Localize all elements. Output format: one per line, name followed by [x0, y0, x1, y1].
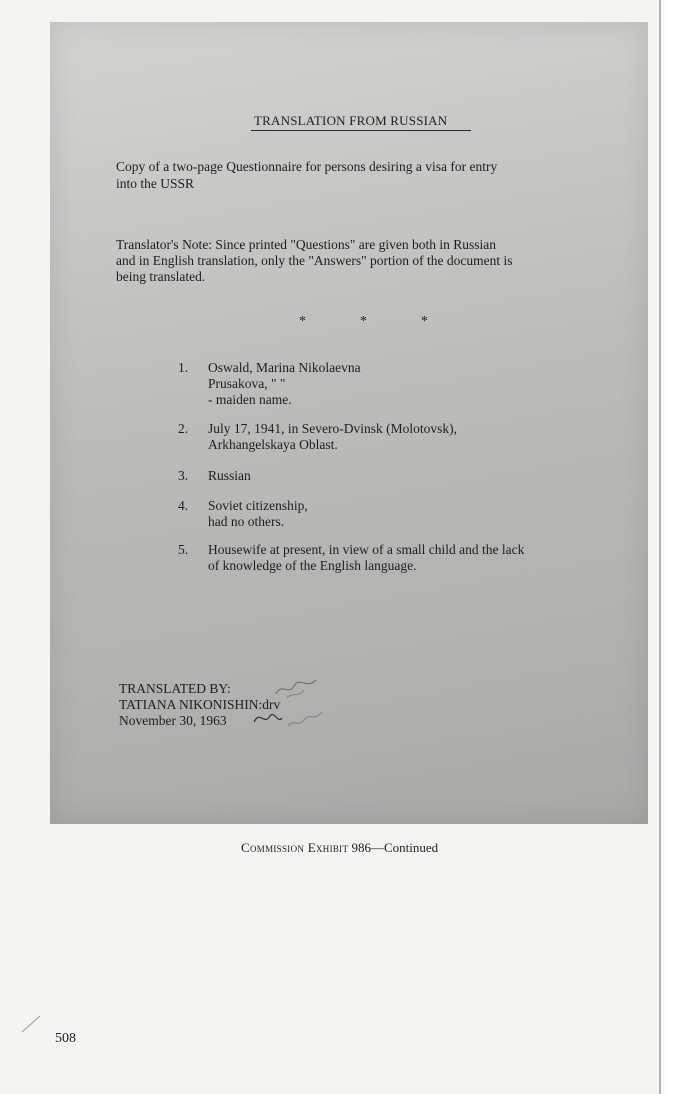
- translator-note-line-1: Translator's Note: Since printed "Questions" are given both in Russian: [116, 237, 497, 252]
- separator-star: *: [360, 314, 367, 329]
- answer-number: 4.: [178, 498, 189, 513]
- answer-line: July 17, 1941, in Severo-Dvinsk (Molotovsk),: [208, 421, 457, 436]
- page-edge: [657, 0, 691, 1094]
- margin-mark: [20, 1012, 44, 1034]
- translation-date: November 30, 1963: [119, 713, 227, 728]
- translator-note-line-3: being translated.: [116, 269, 206, 284]
- caption-continued: —Continued: [371, 840, 439, 855]
- answer-line: Arkhangelskaya Oblast.: [208, 437, 338, 452]
- answer-line: - maiden name.: [208, 392, 292, 407]
- answer-number: 2.: [178, 421, 189, 436]
- answer-line: Oswald, Marina Nikolaevna: [208, 360, 361, 375]
- binding-line: [659, 0, 661, 1094]
- answer-number: 5.: [178, 542, 189, 557]
- separator-star: *: [421, 314, 428, 329]
- copy-description-line-2: into the USSR: [116, 176, 195, 191]
- translator-note-line-2: and in English translation, only the "Answers" portion of the document is: [116, 253, 513, 268]
- exhibit-caption: [241, 840, 438, 856]
- document-title: TRANSLATION FROM RUSSIAN: [254, 113, 448, 128]
- translator-name: TATIANA NIKONISHIN:drv: [119, 697, 281, 712]
- answer-line: had no others.: [208, 514, 285, 529]
- caption-label: Commission Exhibit: [241, 840, 349, 855]
- title-underline: [251, 130, 471, 131]
- copy-description-line-1: Copy of a two-page Questionnaire for persons desiring a visa for entry: [116, 159, 498, 174]
- answer-line: Housewife at present, in view of a small child and the lack: [208, 542, 525, 557]
- handwritten-initials: [272, 676, 322, 700]
- answer-number: 3.: [178, 468, 189, 483]
- separator-star: *: [299, 314, 306, 329]
- caption-number: 986: [351, 840, 372, 855]
- answer-line: Russian: [208, 468, 251, 483]
- answer-line: Prusakova, " ": [208, 376, 286, 391]
- answer-line: of knowledge of the English language.: [208, 558, 417, 573]
- page-number: 508: [55, 1031, 76, 1046]
- answer-line: Soviet citizenship,: [208, 498, 308, 513]
- handwritten-signature: [252, 706, 324, 732]
- translated-by-label: TRANSLATED BY:: [119, 681, 231, 696]
- answer-number: 1.: [178, 360, 189, 375]
